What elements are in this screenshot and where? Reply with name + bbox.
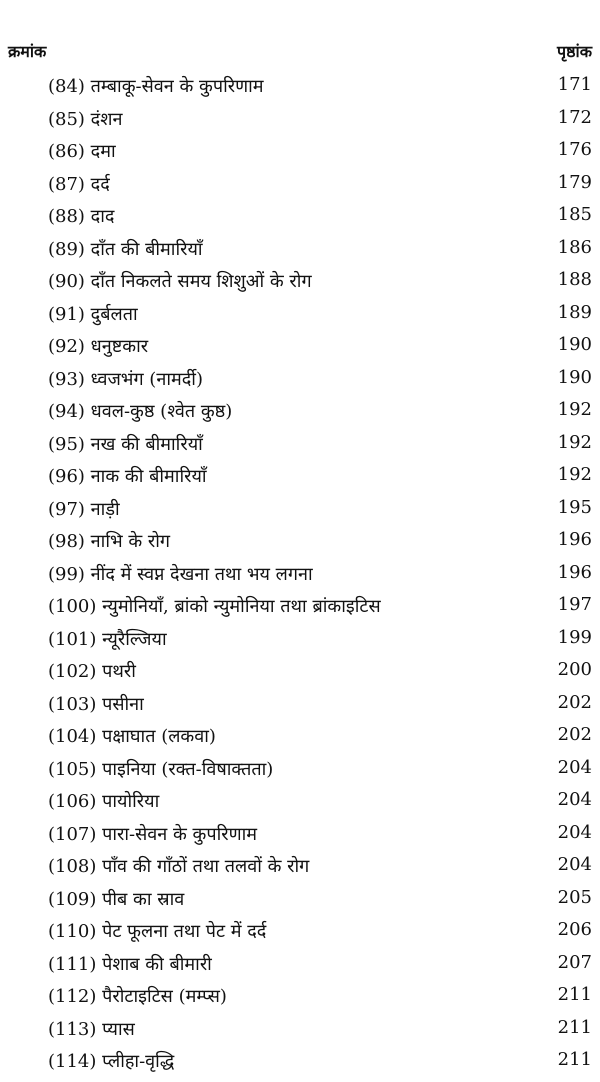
entry-page-number: 205 [557, 886, 592, 908]
entry-title: (105) पाइनिया (रक्त-विषाक्तता) [48, 758, 274, 780]
entry-title: (87) दर्द [48, 173, 110, 195]
entry-title: (90) दाँत निकलते समय शिशुओं के रोग [48, 271, 312, 292]
toc-entry [48, 105, 592, 138]
entry-page-number: 190 [557, 366, 592, 388]
entry-title: (88) दाद [48, 206, 115, 227]
entry-title: (86) दमा [48, 141, 116, 162]
toc-entry [48, 950, 592, 983]
toc-list [48, 72, 592, 1080]
entry-page-number: 179 [557, 171, 592, 193]
toc-entry [48, 170, 592, 203]
entry-title: (85) दंशन [48, 108, 123, 130]
entry-page-number: 207 [557, 951, 592, 973]
toc-entry [48, 397, 592, 430]
entry-title: (107) पारा-सेवन के कुपरिणाम [48, 823, 258, 845]
entry-title: (113) प्यास [48, 1018, 135, 1040]
entry-page-number: 171 [557, 74, 592, 95]
page-column-label: पृष्ठांक [557, 42, 592, 61]
entry-title: (94) धवल-कुष्ठ (श्वेत कुष्ठ) [48, 401, 233, 422]
toc-entry [48, 722, 592, 755]
entry-title: (110) पेट फूलना तथा पेट में दर्द [48, 921, 267, 942]
entry-page-number: 186 [557, 236, 592, 258]
entry-title: (84) तम्बाकू-सेवन के कुपरिणाम [48, 76, 264, 97]
entry-title: (114) प्लीहा-वृद्धि [48, 1051, 175, 1072]
toc-entry [48, 235, 592, 268]
entry-title: (106) पायोरिया [48, 791, 160, 812]
entry-title: (108) पाँव की गाँठों तथा तलवों के रोग [48, 856, 310, 877]
entry-page-number: 211 [557, 1049, 592, 1070]
entry-title: (89) दाँत की बीमारियाँ [48, 238, 203, 260]
toc-entry [48, 787, 592, 820]
serial-column-label: क्रमांक [8, 42, 47, 61]
toc-entry [48, 495, 592, 528]
entry-title: (112) पैरोटाइटिस (मम्प्स) [48, 986, 227, 1007]
toc-entry [48, 332, 592, 365]
toc-entry [48, 462, 592, 495]
entry-page-number: 204 [557, 756, 592, 778]
entry-page-number: 199 [557, 626, 592, 648]
toc-entry [48, 625, 592, 658]
entry-page-number: 196 [557, 561, 592, 583]
entry-title: (104) पक्षाघात (लकवा) [48, 726, 216, 747]
toc-entry [48, 820, 592, 853]
toc-entry [48, 852, 592, 885]
entry-page-number: 202 [557, 691, 592, 713]
toc-entry [48, 202, 592, 235]
entry-page-number: 172 [557, 106, 592, 128]
toc-entry [48, 365, 592, 398]
entry-page-number: 211 [557, 1016, 592, 1038]
entry-page-number: 196 [557, 529, 592, 550]
toc-entry [48, 917, 592, 950]
entry-title: (91) दुर्बलता [48, 303, 138, 325]
entry-page-number: 195 [557, 496, 592, 518]
entry-title: (109) पीब का स्राव [48, 888, 185, 910]
toc-entry [48, 267, 592, 300]
entry-title: (100) न्युमोनियाँ, ब्रांको न्युमोनिया तथा ब्रांकाइटिस [48, 596, 381, 617]
entry-title: (97) नाड़ी [48, 498, 120, 520]
toc-entry [48, 982, 592, 1015]
toc-entry [48, 300, 592, 333]
entry-title: (95) नख की बीमारियाँ [48, 433, 203, 455]
toc-entry [48, 137, 592, 170]
entry-page-number: 202 [557, 724, 592, 745]
entry-title: (96) नाक की बीमारियाँ [48, 466, 207, 487]
toc-entry [48, 1015, 592, 1048]
toc-entry [48, 592, 592, 625]
entry-page-number: 204 [557, 789, 592, 810]
entry-page-number: 188 [557, 269, 592, 290]
toc-entry [48, 1047, 592, 1080]
entry-page-number: 189 [557, 301, 592, 323]
toc-entry [48, 755, 592, 788]
entry-page-number: 211 [557, 984, 592, 1005]
entry-page-number: 185 [557, 204, 592, 225]
entry-title: (101) न्यूरैल्जिया [48, 628, 167, 650]
entry-title: (98) नाभि के रोग [48, 531, 171, 552]
toc-entry [48, 657, 592, 690]
toc-entry [48, 560, 592, 593]
entry-page-number: 192 [557, 431, 592, 453]
entry-page-number: 197 [557, 594, 592, 615]
entry-page-number: 190 [557, 334, 592, 355]
entry-page-number: 204 [557, 854, 592, 875]
toc-header [8, 40, 592, 64]
entry-page-number: 176 [557, 139, 592, 160]
entry-title: (111) पेशाब की बीमारी [48, 953, 212, 975]
entry-title: (92) धनुष्टकार [48, 336, 149, 357]
entry-title: (103) पसीना [48, 693, 144, 715]
entry-title: (102) पथरी [48, 661, 136, 682]
toc-entry [48, 430, 592, 463]
toc-entry [48, 690, 592, 723]
entry-title: (99) नींद में स्वप्न देखना तथा भय लगना [48, 563, 313, 585]
toc-entry [48, 527, 592, 560]
entry-title: (93) ध्वजभंग (नामर्दी) [48, 368, 203, 390]
entry-page-number: 192 [557, 464, 592, 485]
entry-page-number: 206 [557, 919, 592, 940]
entry-page-number: 200 [557, 659, 592, 680]
toc-entry [48, 885, 592, 918]
entry-page-number: 204 [557, 821, 592, 843]
toc-entry [48, 72, 592, 105]
entry-page-number: 192 [557, 399, 592, 420]
